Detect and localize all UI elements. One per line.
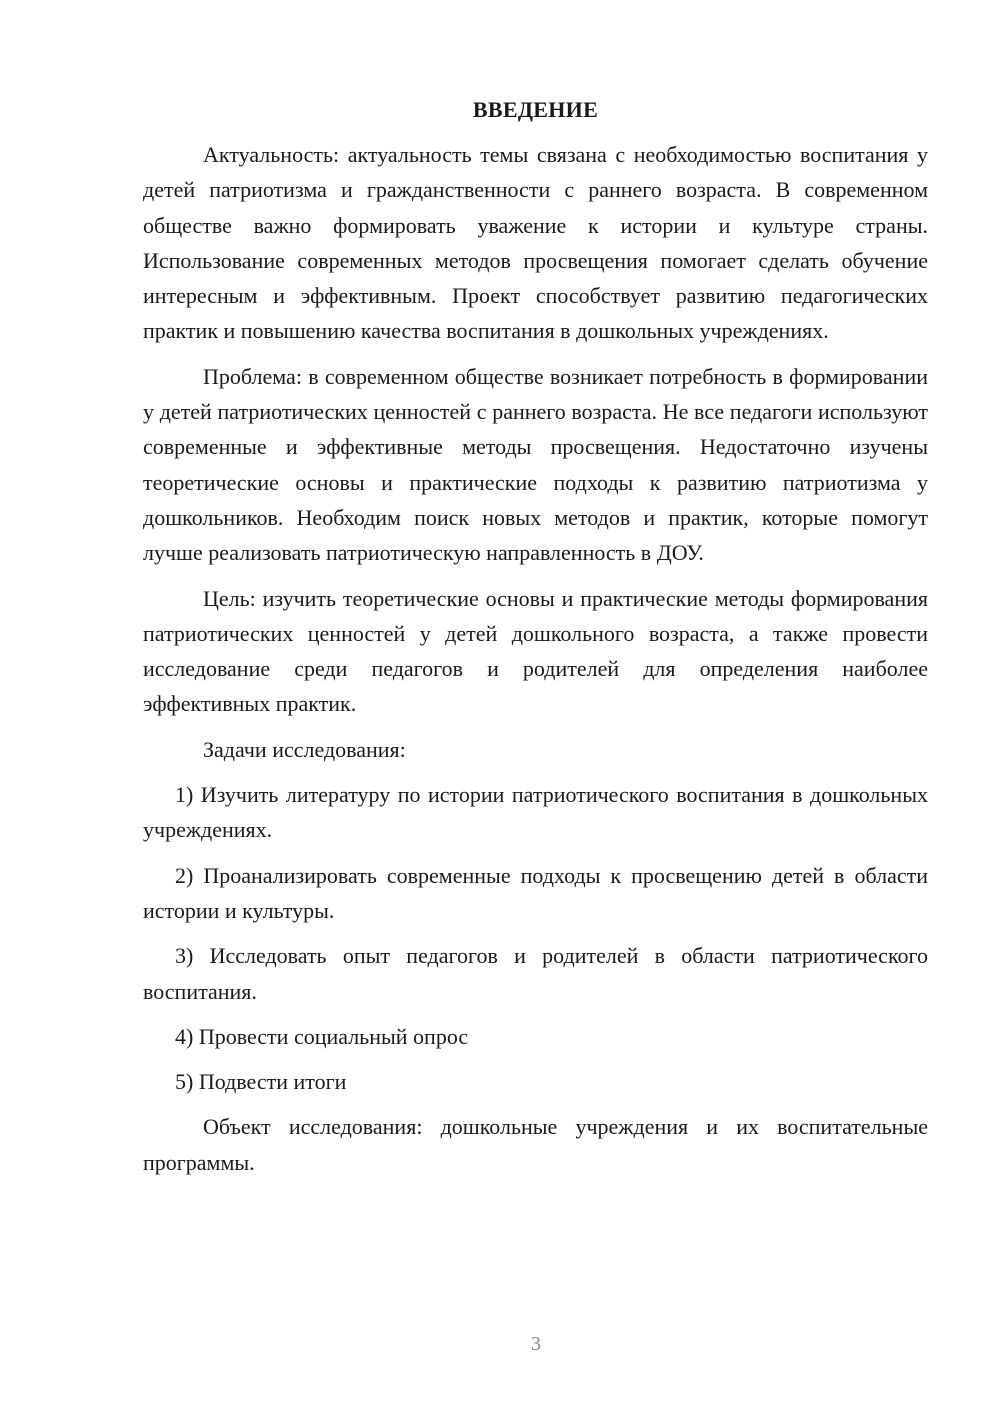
task-item-4: 4) Провести социальный опрос (175, 1023, 469, 1049)
paragraph-relevance: Актуальность: актуальность темы связана с необходимостью воспитания у детей патриотизма и гражданственности с раннего возраста. В современном обществе важно формировать уважение к истории и культуре страны. Использование современных методов просвещения помогает сделать обучение интересным и эффективным. Проект способствует развитию педагогических практик и повышению качества воспитания в дошкольных учреждениях. (143, 142, 928, 344)
page-number: 3 (531, 1333, 541, 1355)
paragraph-object: Объект исследования: дошкольные учреждения и их воспитательные программы. (143, 1114, 928, 1175)
task-item-5: 5) Подвести итоги (175, 1069, 347, 1095)
task-item-1: 1) Изучить литературу по истории патриотического воспитания в дошкольных учреждениях. (143, 782, 928, 843)
paragraph-goal: Цель: изучить теоретические основы и практические методы формирования патриотических ценностей у детей дошкольного возраста, а также провести исследование среди педагогов и родителей для определения наиболее эффективных практик. (143, 585, 928, 717)
document-page (143, 95, 928, 1190)
task-item-3: 3) Исследовать опыт педагогов и родителей в области патриотического воспитания. (143, 943, 928, 1004)
paragraph-tasks-heading: Задачи исследования: (203, 736, 406, 762)
task-item-2: 2) Проанализировать современные подходы к просвещению детей в области истории и культуры. (143, 862, 928, 923)
section-title: ВВЕДЕНИЕ (472, 97, 599, 122)
paragraph-problem: Проблема: в современном обществе возникает потребность в формировании у детей патриотических ценностей с раннего возраста. Не все педагоги используют современные и эффективные методы просвещения. Недостаточно изучены теоретические основы и практические подходы к развитию патриотизма у дошкольников. Необходим поиск новых методов и практик, которые помогут лучше реализовать патриотическую направленность в ДОУ. (143, 363, 928, 566)
